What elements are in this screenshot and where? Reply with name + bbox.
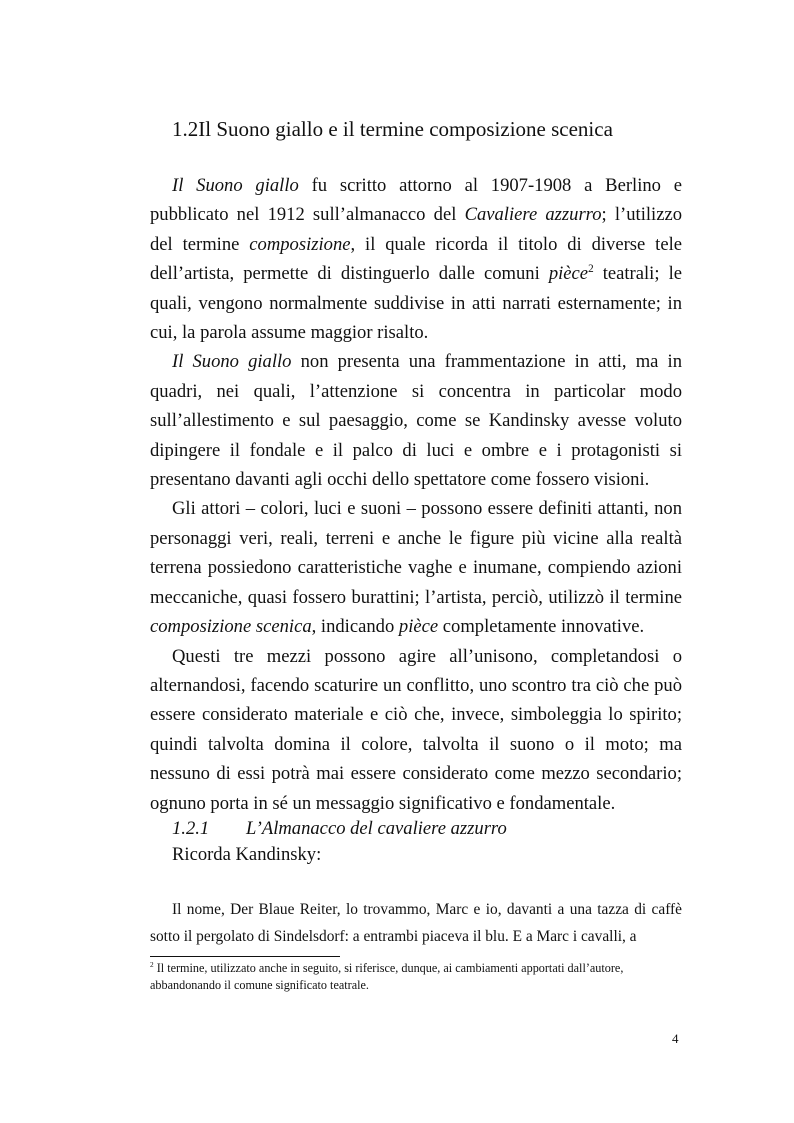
footnote-marker: 2: [150, 959, 154, 969]
italic-run: Cavaliere azzurro: [464, 204, 602, 226]
body-text: [150, 171, 682, 818]
block-quote: Il nome, Der Blaue Reiter, lo trovammo, Marc e io, davanti a una tazza di caffè sotto il pergolato di Sindelsdorf: a entrambi piaceva il blu. E a Marc i cavalli, a: [150, 901, 682, 945]
section-title-text: Il Suono giallo e il termine composizione scenica: [198, 117, 613, 141]
italic-run: composizione scenica: [150, 616, 312, 638]
italic-run: composizione: [249, 233, 351, 255]
quote-lead-in: Ricorda Kandinsky:: [172, 844, 322, 865]
text-run: Gli attori – colori, luci e suoni – possono essere definiti attanti, non personaggi veri, reali, terreni e anche le figure più vicine alla realtà terrena possiedono caratteristiche vaghe e inumane, compiendo azioni meccaniche, quasi fossero burattini; l’artista, perciò, utilizzò il termine: [150, 498, 682, 608]
text-run: ; l’utilizzo del termine: [150, 204, 682, 255]
paragraph: [150, 494, 682, 641]
text-run: , indicando: [311, 616, 399, 638]
text-run: Questi tre mezzi possono agire all’unisono, completandosi o alternandosi, facendo scaturire un conflitto, uno scontro tra ciò che può essere considerato materiale e ciò che, invece, simboleggia lo spirito; quindi talvolta domina il colore, talvolta il suono o il moto; ma nessuno di essi potrà mai essere considerato come mezzo secondario; ognuno porta in sé un messaggio significativo e fondamentale.: [150, 645, 682, 814]
footnote-text: Il termine, utilizzato anche in seguito, si riferisce, dunque, ai cambiamenti apportati dall’autore, abbandonando il comune significato teatrale.: [150, 961, 624, 992]
text-run: completamente innovative.: [438, 616, 645, 638]
italic-run: pièce: [398, 616, 439, 638]
footnote-separator: [150, 956, 340, 957]
italic-run: Il Suono giallo: [172, 351, 292, 373]
page-number: 4: [672, 1031, 679, 1046]
footnote: [150, 960, 690, 994]
text-run: teatrali; le quali, vengono normalmente suddivise in atti narrati esternamente; in cui, la parola assume maggior risalto.: [150, 263, 682, 344]
subsection-heading: [172, 816, 507, 842]
section-number: 1.2: [172, 117, 199, 141]
text-run: , il quale ricorda il titolo di diverse tele dell’artista, permette di distinguerlo dalle comuni: [150, 233, 682, 285]
italic-run: pièce: [548, 263, 589, 285]
paragraph: [150, 347, 682, 494]
paragraph: [150, 171, 682, 347]
italic-run: Il Suono giallo: [172, 175, 299, 196]
subsection-title: L’Almanacco del cavaliere azzurro: [246, 818, 507, 839]
subsection-number: 1.2.1: [172, 818, 210, 839]
footnote-ref: 2: [588, 263, 594, 276]
text-run: non presenta una frammentazione in atti, ma in quadri, nei quali, l’attenzione si concentra in particolar modo sull’allestimento e sul paesaggio, come se Kandinsky avesse voluto dipingere il fondale e il palco di luci e ombre e i protagonisti si presentano davanti agli occhi dello spettatore come fossero visioni.: [150, 351, 682, 491]
text-run: fu scritto attorno al 1907-1908 a Berlino e pubblicato nel 1912 sull’almanacco del: [150, 175, 682, 226]
section-heading: [172, 115, 613, 143]
paragraph: [150, 642, 682, 818]
